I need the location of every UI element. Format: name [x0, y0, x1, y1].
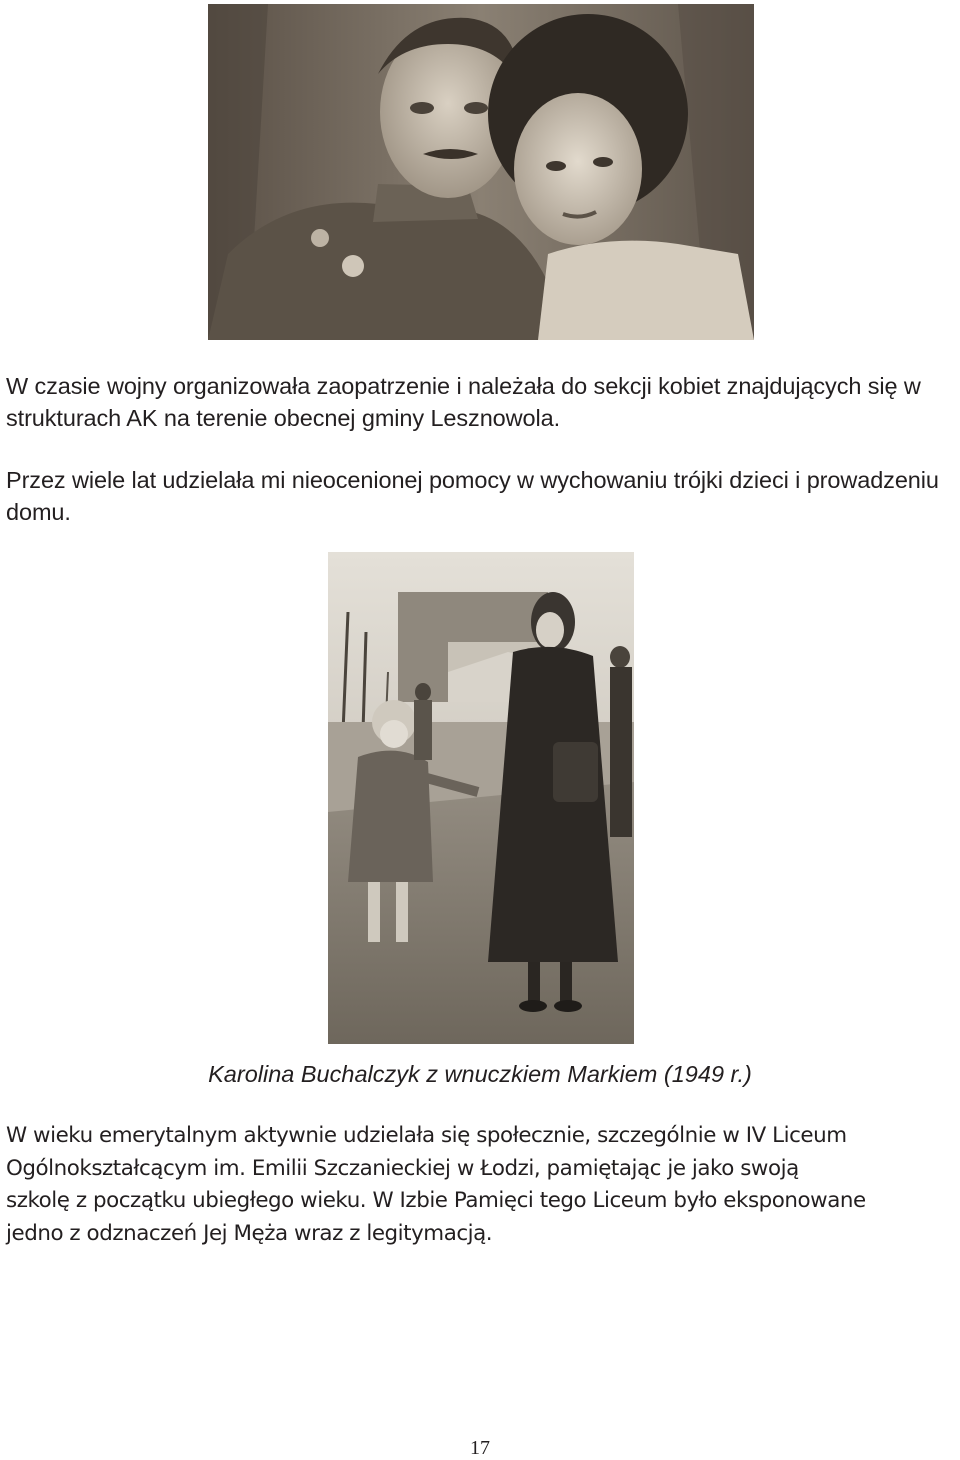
- paragraph-war-activity: W czasie wojny organizowała zaopatrzenie i należała do sekcji kobiet znajdujących się w strukturach AK na terenie obecnej gminy Lesznowola.: [6, 373, 921, 431]
- paragraph-line: Ogólnokształcącym im. Emilii Szczanieckiej w Łodzi, pamiętając je jako swoją: [6, 1155, 799, 1181]
- page-number: 17: [470, 1437, 490, 1459]
- paragraph-line: szkolę z początku ubiegłego wieku. W Izbie Pamięci tego Liceum było eksponowane: [6, 1188, 866, 1213]
- street-photo: [328, 552, 634, 1044]
- paragraph-household-help: Przez wiele lat udzielała mi nieocenionej pomocy w wychowaniu trójki dzieci i prowadzeniu domu.: [6, 467, 939, 525]
- portrait-photo-image: [208, 4, 754, 340]
- street-photo-image: [328, 552, 634, 1044]
- paragraph-retirement-activity: [6, 1120, 960, 1250]
- paragraph-line: jedno z odznaczeń Jej Męża wraz z legitymacją.: [6, 1220, 493, 1246]
- photo-caption: Karolina Buchalczyk z wnuczkiem Markiem (1949 r.): [208, 1061, 752, 1087]
- portrait-photo: [208, 4, 754, 340]
- paragraph-line: W wieku emerytalnym aktywnie udzielała się społecznie, szczególnie w IV Liceum: [6, 1123, 847, 1148]
